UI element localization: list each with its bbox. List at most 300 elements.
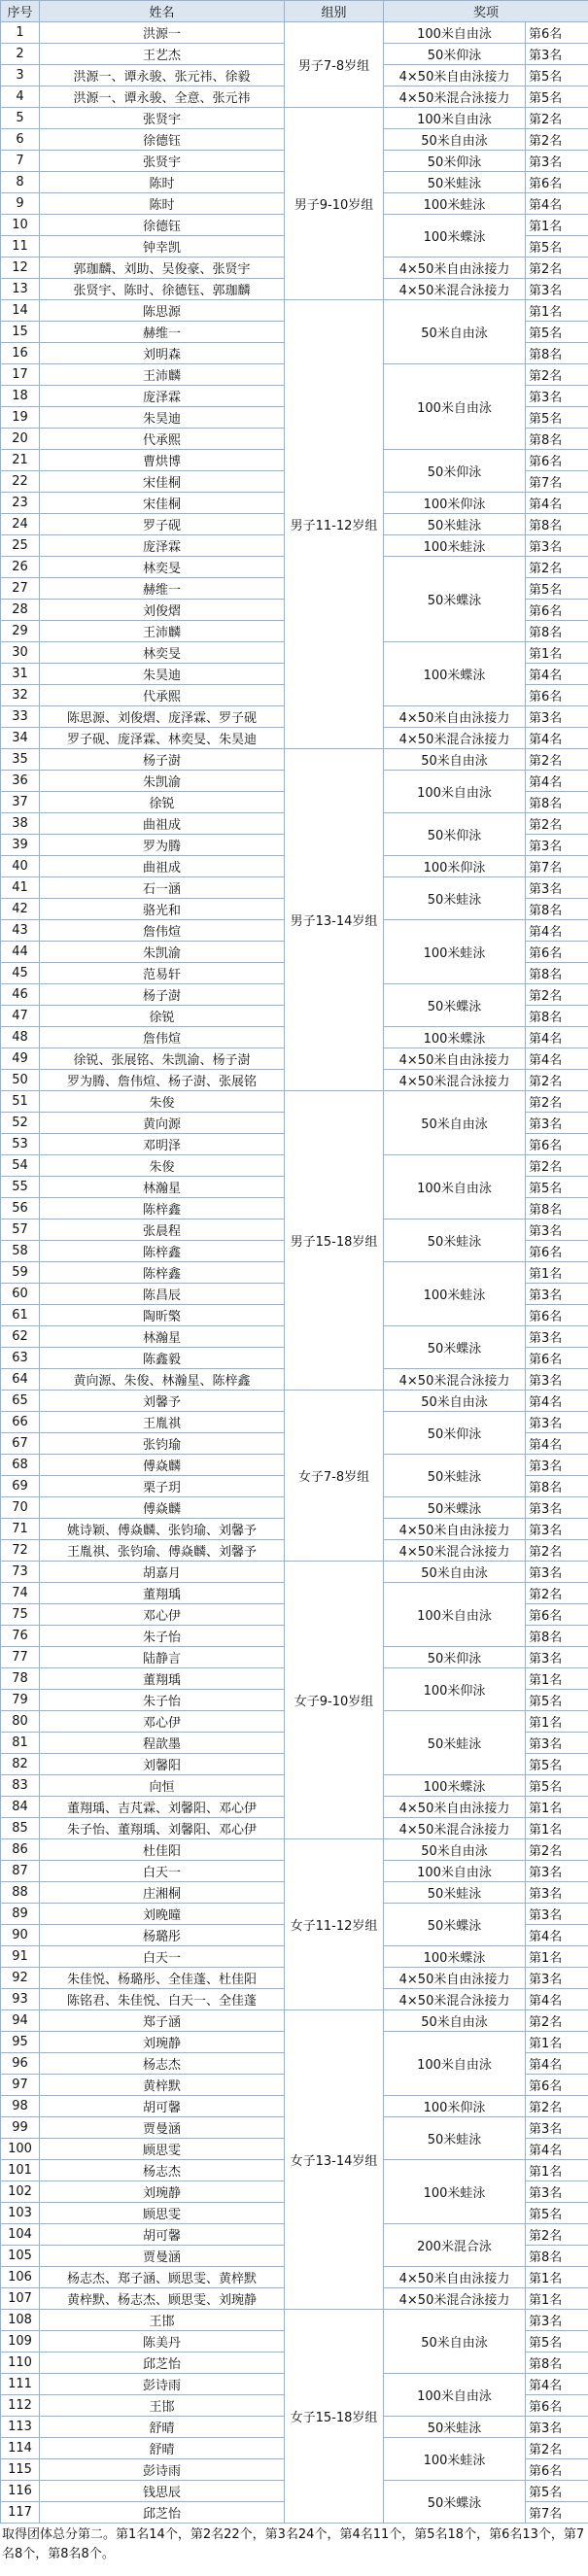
rank: 第1名 [526,1818,588,1839]
rank: 第2名 [526,2224,588,2246]
age-group: 男子7-8岁组 [285,22,384,108]
row-index: 44 [1,942,40,963]
row-index: 58 [1,1241,40,1262]
rank: 第6名 [526,1134,588,1155]
event-name: 50米自由泳 [384,2010,526,2032]
row-index: 38 [1,813,40,835]
row-index: 73 [1,1562,40,1583]
rank: 第8名 [526,343,588,364]
table-row [1,1091,588,1113]
rank: 第3名 [526,151,588,172]
rank: 第2名 [526,1540,588,1562]
row-index: 26 [1,557,40,578]
event-name: 4×50米混合泳接力 [384,1989,526,2010]
rank: 第1名 [526,2032,588,2053]
rank: 第5名 [526,1754,588,1775]
event-name: 4×50米混合泳接力 [384,2288,526,2310]
row-index: 102 [1,2181,40,2203]
rank: 第2名 [526,129,588,151]
rank: 第5名 [526,1690,588,1711]
row-index: 98 [1,2096,40,2117]
row-index: 116 [1,2481,40,2502]
rank: 第6名 [526,685,588,706]
row-index: 50 [1,1070,40,1091]
row-index: 1 [1,22,40,44]
row-index: 106 [1,2267,40,2288]
rank: 第4名 [526,1989,588,2010]
rank: 第3名 [526,1455,588,1476]
rank: 第6名 [526,1305,588,1326]
event-name: 4×50米自由泳接力 [384,1519,526,1540]
athlete-name: 王胤祺 [40,1412,285,1433]
row-index: 6 [1,129,40,151]
event-name: 100米自由泳 [384,108,526,129]
rank: 第7名 [526,2502,588,2524]
rank: 第2名 [526,2438,588,2459]
row-index: 81 [1,1733,40,1754]
rank: 第8名 [526,1476,588,1497]
rank: 第2名 [526,1155,588,1177]
row-index: 10 [1,215,40,236]
athlete-name: 彭诗雨 [40,2459,285,2481]
athlete-name: 朱凯渝 [40,771,285,792]
rank: 第3名 [526,2181,588,2203]
athlete-name: 朱昊迪 [40,664,285,685]
rank: 第4名 [526,920,588,942]
athlete-name: 朱凯渝 [40,942,285,963]
athlete-name: 杨子澍 [40,984,285,1006]
age-group: 男子11-12岁组 [285,300,384,749]
age-group: 女子9-10岁组 [285,1562,384,1839]
athlete-name: 刘晚曈 [40,1904,285,1925]
event-name: 4×50米混合泳接力 [384,1369,526,1391]
rank: 第4名 [526,2374,588,2395]
row-index: 94 [1,2010,40,2032]
athlete-name: 徐德钰 [40,215,285,236]
row-index: 92 [1,1968,40,1989]
event-name: 4×50米自由泳接力 [384,258,526,279]
event-name: 50米蛙泳 [384,1219,526,1262]
athlete-name: 代承熙 [40,685,285,706]
rank: 第2名 [526,258,588,279]
row-index: 93 [1,1989,40,2010]
event-name: 50米仰泳 [384,151,526,172]
row-index: 110 [1,2353,40,2374]
athlete-name: 杨志杰、郑子涵、顾思雯、黄梓默 [40,2267,285,2288]
rank: 第8名 [526,792,588,813]
row-index: 115 [1,2459,40,2481]
row-index: 40 [1,856,40,877]
athlete-name: 陈昌辰 [40,1284,285,1305]
rank: 第4名 [526,728,588,749]
row-index: 45 [1,963,40,984]
row-index: 78 [1,1668,40,1690]
athlete-name: 张钧瑜 [40,1433,285,1455]
header-award: 奖项 [384,1,588,22]
athlete-name: 彭诗雨 [40,2374,285,2395]
row-index: 31 [1,664,40,685]
row-index: 51 [1,1091,40,1113]
athlete-name: 张晨程 [40,1219,285,1241]
rank: 第2名 [526,1091,588,1113]
row-index: 35 [1,749,40,771]
rank: 第8名 [526,1006,588,1027]
event-name: 4×50米混合泳接力 [384,279,526,300]
row-index: 85 [1,1818,40,1839]
athlete-name: 徐锐、张展铭、朱凯渝、杨子澍 [40,1048,285,1070]
athlete-name: 陈时 [40,172,285,193]
row-index: 64 [1,1369,40,1391]
table-row [1,1562,588,1583]
event-name: 100米自由泳 [384,364,526,450]
table-row [1,108,588,129]
rank: 第8名 [526,429,588,450]
rank: 第2名 [526,1839,588,1861]
rank: 第1名 [526,1946,588,1968]
row-index: 91 [1,1946,40,1968]
header-name: 姓名 [40,1,285,22]
athlete-name: 舒晴 [40,2417,285,2438]
rank: 第3名 [526,706,588,728]
rank: 第4名 [526,1048,588,1070]
rank: 第4名 [526,193,588,215]
row-index: 60 [1,1284,40,1305]
row-index: 74 [1,1583,40,1604]
row-index: 15 [1,322,40,343]
rank: 第8名 [526,1198,588,1219]
row-index: 29 [1,621,40,642]
event-name: 50米自由泳 [384,749,526,771]
event-name: 100米仰泳 [384,493,526,514]
row-index: 57 [1,1219,40,1241]
athlete-name: 朱子怡 [40,1626,285,1647]
athlete-name: 罗为腾 [40,835,285,856]
athlete-name: 林奕旻 [40,557,285,578]
athlete-name: 庄湘桐 [40,1882,285,1904]
athlete-name: 朱俊 [40,1155,285,1177]
age-group: 女子11-12岁组 [285,1839,384,2010]
rank: 第4名 [526,493,588,514]
rank: 第4名 [526,771,588,792]
event-name: 50米自由泳 [384,129,526,151]
event-name: 100米蛙泳 [384,193,526,215]
row-index: 63 [1,1348,40,1369]
athlete-name: 白天一 [40,1946,285,1968]
athlete-name: 刘琬静 [40,2032,285,2053]
rank: 第6名 [526,450,588,471]
event-name: 50米蛙泳 [384,514,526,535]
athlete-name: 詹伟煊 [40,1027,285,1048]
row-index: 71 [1,1519,40,1540]
rank: 第3名 [526,1219,588,1241]
rank: 第3名 [526,2310,588,2331]
rank: 第6名 [526,2459,588,2481]
athlete-name: 朱子怡、董翔瑀、刘馨阳、邓心伊 [40,1818,285,1839]
event-name: 50米自由泳 [384,1839,526,1861]
rank: 第6名 [526,172,588,193]
row-index: 27 [1,578,40,600]
age-group: 女子15-18岁组 [285,2310,384,2524]
row-index: 19 [1,407,40,429]
row-index: 25 [1,535,40,557]
rank: 第3名 [526,535,588,557]
event-name: 100米蛙泳 [384,1262,526,1326]
event-name: 200米混合泳 [384,2224,526,2267]
row-index: 66 [1,1412,40,1433]
event-name: 4×50米自由泳接力 [384,65,526,86]
row-index: 55 [1,1177,40,1198]
athlete-name: 钟幸凯 [40,236,285,258]
rank: 第1名 [526,642,588,664]
athlete-name: 陈梓鑫 [40,1262,285,1284]
athlete-name: 向恒 [40,1775,285,1797]
event-name: 50米蝶泳 [384,1497,526,1519]
athlete-name: 洪源一、谭永骏、张元祎、徐毅 [40,65,285,86]
rank: 第1名 [526,1668,588,1690]
row-index: 28 [1,600,40,621]
rank: 第1名 [526,1797,588,1818]
row-index: 61 [1,1305,40,1326]
row-index: 42 [1,899,40,920]
row-index: 100 [1,2139,40,2160]
athlete-name: 舒晴 [40,2438,285,2459]
rank: 第6名 [526,2395,588,2417]
row-index: 117 [1,2502,40,2524]
event-name: 100米蛙泳 [384,920,526,984]
row-index: 8 [1,172,40,193]
rank: 第4名 [526,2053,588,2075]
athlete-name: 胡可馨 [40,2224,285,2246]
rank: 第3名 [526,1861,588,1882]
rank: 第8名 [526,2353,588,2374]
table-header-row [1,1,588,22]
athlete-name: 陈思源、刘俊熠、庞泽霖、罗子砚 [40,706,285,728]
rank: 第6名 [526,942,588,963]
table-row [1,2310,588,2331]
athlete-name: 陈铭君、朱佳悦、白天一、全佳蓬 [40,1989,285,2010]
rank: 第6名 [526,22,588,44]
row-index: 54 [1,1155,40,1177]
row-index: 97 [1,2075,40,2096]
row-index: 82 [1,1754,40,1775]
athlete-name: 刘馨阳 [40,1754,285,1775]
event-name: 100米自由泳 [384,771,526,813]
athlete-name: 贾曼涵 [40,2246,285,2267]
event-name: 50米蛙泳 [384,172,526,193]
rank: 第1名 [526,2267,588,2288]
row-index: 95 [1,2032,40,2053]
athlete-name: 刘俊熠 [40,600,285,621]
rank: 第5名 [526,322,588,343]
row-index: 16 [1,343,40,364]
row-index: 47 [1,1006,40,1027]
athlete-name: 王胤祺、张钧瑜、傅焱麟、刘馨予 [40,1540,285,1562]
athlete-name: 陶昕檠 [40,1305,285,1326]
row-index: 96 [1,2053,40,2075]
athlete-name: 徐锐 [40,1006,285,1027]
event-name: 50米蛙泳 [384,1882,526,1904]
table-row [1,749,588,771]
rank: 第7名 [526,856,588,877]
athlete-name: 郭珈麟、刘助、吴俊豪、张贤宇 [40,258,285,279]
athlete-name: 邓心伊 [40,1604,285,1626]
athlete-name: 邓心伊 [40,1711,285,1733]
row-index: 36 [1,771,40,792]
row-index: 53 [1,1134,40,1155]
rank: 第1名 [526,1711,588,1733]
row-index: 12 [1,258,40,279]
event-name: 100米蝶泳 [384,1946,526,1968]
row-index: 13 [1,279,40,300]
rank: 第5名 [526,2203,588,2224]
row-index: 41 [1,877,40,899]
athlete-name: 陈时 [40,193,285,215]
rank: 第3名 [526,1113,588,1134]
event-name: 4×50米混合泳接力 [384,1818,526,1839]
athlete-name: 张贤宇 [40,108,285,129]
event-name: 4×50米自由泳接力 [384,2267,526,2288]
rank: 第2名 [526,2010,588,2032]
rank: 第4名 [526,2139,588,2160]
row-index: 14 [1,300,40,322]
row-index: 3 [1,65,40,86]
athlete-name: 黄梓默、杨志杰、顾思雯、刘琬静 [40,2288,285,2310]
event-name: 100米蝶泳 [384,215,526,258]
rank: 第5名 [526,1177,588,1198]
rank: 第3名 [526,1733,588,1754]
row-index: 65 [1,1391,40,1412]
row-index: 22 [1,471,40,493]
row-index: 11 [1,236,40,258]
row-index: 4 [1,86,40,108]
event-name: 50米蛙泳 [384,877,526,920]
athlete-name: 邱芝怡 [40,2502,285,2524]
header-index: 序号 [1,1,40,22]
row-index: 113 [1,2417,40,2438]
event-name: 100米自由泳 [384,2374,526,2417]
row-index: 89 [1,1904,40,1925]
row-index: 30 [1,642,40,664]
event-name: 50米蝶泳 [384,1904,526,1946]
rank: 第8名 [526,2246,588,2267]
row-index: 86 [1,1839,40,1861]
event-name: 100米自由泳 [384,1583,526,1647]
event-name: 50米仰泳 [384,44,526,65]
event-name: 50米蝶泳 [384,1326,526,1369]
athlete-name: 贾曼涵 [40,2117,285,2139]
athlete-name: 曲祖成 [40,813,285,835]
athlete-name: 刘琬静 [40,2181,285,2203]
athlete-name: 董翔瑀、吉芃霖、刘馨阳、邓心伊 [40,1797,285,1818]
row-index: 7 [1,151,40,172]
row-index: 32 [1,685,40,706]
rank: 第1名 [526,1262,588,1284]
event-name: 100米自由泳 [384,1155,526,1219]
row-index: 90 [1,1925,40,1946]
athlete-name: 顾思雯 [40,2139,285,2160]
rank: 第3名 [526,44,588,65]
athlete-name: 王沛麟 [40,364,285,386]
event-name: 100米仰泳 [384,1668,526,1711]
row-index: 101 [1,2160,40,2181]
athlete-name: 董翔瑀 [40,1583,285,1604]
row-index: 33 [1,706,40,728]
event-name: 4×50米自由泳接力 [384,1968,526,1989]
rank: 第5名 [526,2331,588,2353]
row-index: 24 [1,514,40,535]
event-name: 100米蛙泳 [384,535,526,557]
rank: 第6名 [526,600,588,621]
age-group: 女子13-14岁组 [285,2010,384,2310]
event-name: 50米仰泳 [384,1647,526,1668]
rank: 第8名 [526,1626,588,1647]
row-index: 68 [1,1455,40,1476]
row-index: 48 [1,1027,40,1048]
athlete-name: 杨志杰 [40,2053,285,2075]
athlete-name: 傅焱麟 [40,1455,285,1476]
row-index: 87 [1,1861,40,1882]
row-index: 52 [1,1113,40,1134]
athlete-name: 王邯 [40,2310,285,2331]
event-name: 4×50米混合泳接力 [384,86,526,108]
rank: 第1名 [526,215,588,236]
event-name: 50米仰泳 [384,813,526,856]
row-index: 69 [1,1476,40,1497]
age-group: 男子15-18岁组 [285,1091,384,1391]
rank: 第5名 [526,578,588,600]
rank: 第3名 [526,1968,588,1989]
event-name: 100米蛙泳 [384,2438,526,2481]
rank: 第3名 [526,1326,588,1348]
row-index: 20 [1,429,40,450]
athlete-name: 傅焱麟 [40,1497,285,1519]
row-index: 99 [1,2117,40,2139]
row-index: 46 [1,984,40,1006]
rank: 第5名 [526,236,588,258]
rank: 第3名 [526,1647,588,1668]
athlete-name: 曹烘博 [40,450,285,471]
row-index: 70 [1,1497,40,1519]
athlete-name: 庞泽霖 [40,535,285,557]
row-index: 108 [1,2310,40,2331]
event-name: 50米蝶泳 [384,984,526,1027]
row-index: 88 [1,1882,40,1904]
row-index: 2 [1,44,40,65]
rank: 第5名 [526,407,588,429]
table-row [1,300,588,322]
event-name: 100米仰泳 [384,2096,526,2117]
row-index: 43 [1,920,40,942]
athlete-name: 朱佳悦、杨璐彤、全佳蓬、杜佳阳 [40,1968,285,1989]
event-name: 50米仰泳 [384,1412,526,1455]
event-name: 4×50米混合泳接力 [384,728,526,749]
row-index: 39 [1,835,40,856]
rank: 第3名 [526,2117,588,2139]
rank: 第3名 [526,1519,588,1540]
athlete-name: 王艺杰 [40,44,285,65]
event-name: 4×50米自由泳接力 [384,1048,526,1070]
row-index: 79 [1,1690,40,1711]
age-group: 男子13-14岁组 [285,749,384,1091]
event-name: 4×50米混合泳接力 [384,1540,526,1562]
athlete-name: 林瀚星 [40,1177,285,1198]
athlete-name: 宋佳桐 [40,493,285,514]
row-index: 112 [1,2395,40,2417]
event-name: 100米蝶泳 [384,1027,526,1048]
event-name: 50米仰泳 [384,450,526,493]
table-row [1,22,588,44]
event-name: 100米自由泳 [384,2032,526,2096]
